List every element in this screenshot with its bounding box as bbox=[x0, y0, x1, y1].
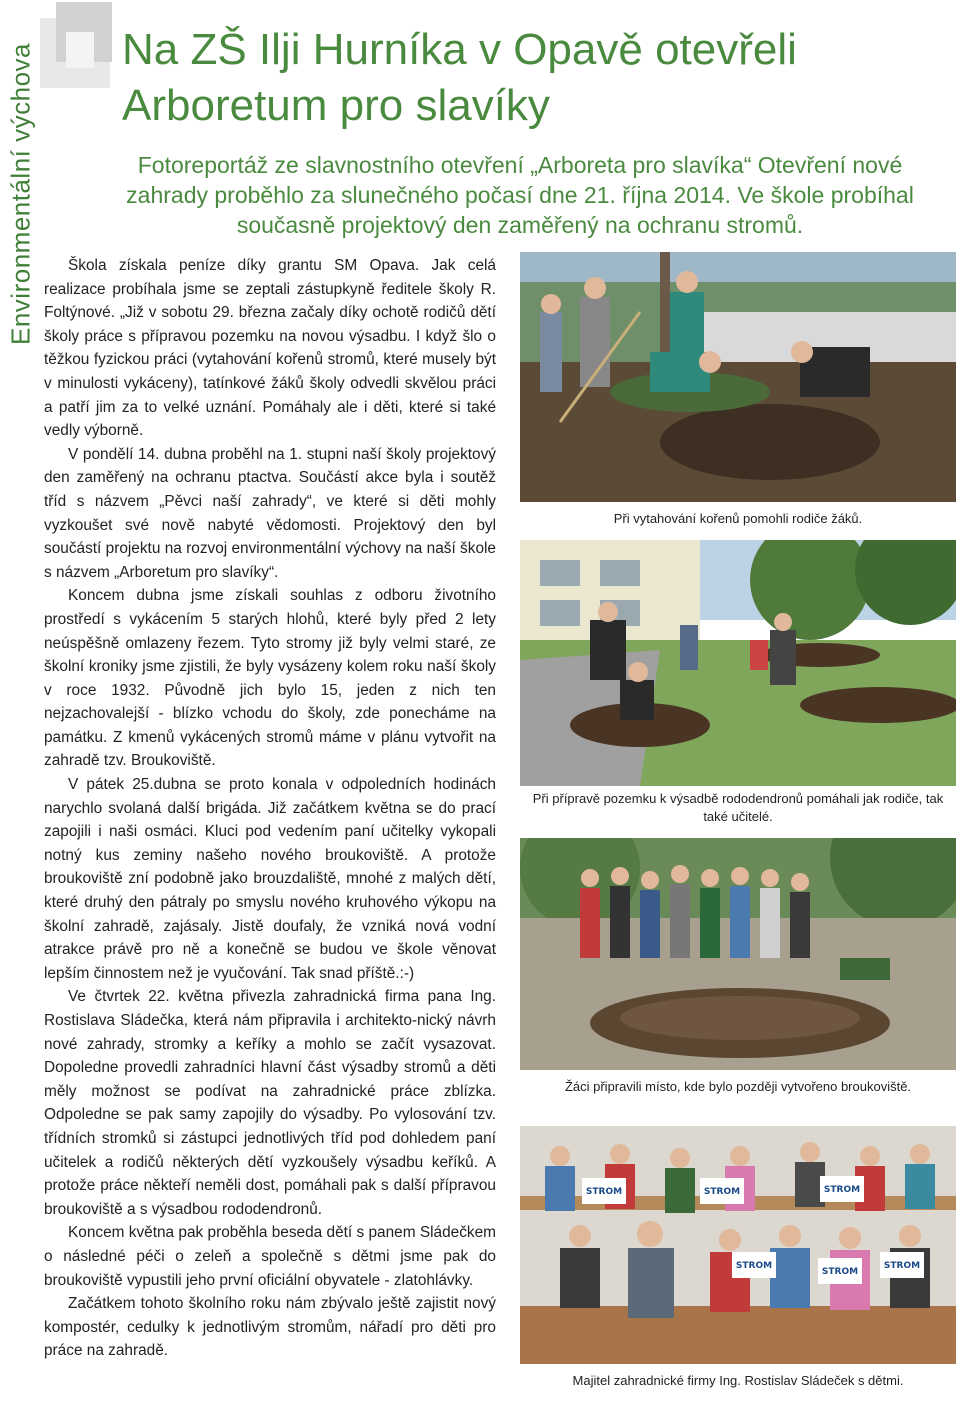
article-subtitle: Fotoreportáž ze slavnostního otevření „Arboreta pro slavíka“ Otevření nové zahrady proběhlo za slunečného počasí dne 21. října 2014. Ve škole probíhal současně projektový den zaměřený na ochranu stromů. bbox=[126, 152, 914, 238]
strom-sign: STROM bbox=[585, 1187, 623, 1197]
strom-sign: STROM bbox=[703, 1187, 741, 1197]
paragraph: Koncem dubna jsme získali souhlas z odboru životního prostředí s vykácením 5 starých hlohů, které byly před 2 lety neúspěšně omlazeny řezem. Tyto stromy již byly velmi staré, ze školní kroniky jsme zjistili, že byly vysázeny kolem roku naší školy v roce 1932. Původně jich bylo 15, jeden z nich ten nejzachovalejší - blízko vchodu do školy, zde ponecháme na památku. Z kmenů vykácených stromů máme v plánu vytvořit na zahradě tzv. Broukoviště. bbox=[44, 587, 496, 770]
decor-square bbox=[66, 32, 94, 68]
paragraph: Ve čtvrtek 22. května přivezla zahradnická firma pana Ing. Rostislava Sládečka, která nám připravila i architekto-nický návrh nové zahrady, stromky a keříky a mohlo se začít vysazovat. Dopoledne provedli zahradníci hlavní část výsadby stromů a děti měly možnost se podívat na zahradnické práce zblízka. Odpoledne se pak samy zapojily do výsadby. Po vylosování tzv. třídních stromků si zástupci jednotlivých tříd pod dohledem paní učitelek a rodičů některých dětí vyzkoušely výsadbu keříků. A protože práce někteří neměli dost, pomáhali pak s další přípravou broukoviště a s výsadbou rododendronů. bbox=[44, 988, 496, 1218]
photo-caption: Při vytahování kořenů pomohli rodiče žáků. bbox=[613, 511, 863, 526]
photo-caption: Při přípravě pozemku k výsadbě rododendronů pomáhali jak rodiče, tak také učitelé. bbox=[532, 791, 944, 824]
paragraph: V pondělí 14. dubna proběhl na 1. stupni naší školy projektový den zaměřený na ochranu ptactva. Součástí akce byla i soutěž tříd s názvem „Pěvci naší zahrady“, ve které si děti mohly vyzkoušet své nově nabyté vědomosti. Projektový den byl součástí projektu na rozvoj environmentální výchovy na naší škole s názvem „Arboretum pro slavíky“. bbox=[44, 445, 496, 581]
paragraph: Koncem května pak proběhla beseda dětí s panem Sládečkem o následné péči o zeleň a společně s dětmi jsme pak do broukoviště vypustili jeho první oficiální obyvatele - zlatohlávky. bbox=[44, 1224, 496, 1289]
strom-sign: STROM bbox=[735, 1261, 773, 1271]
article-title: Na ZŠ Ilji Hurníka v Opavě otevřeli Arboretum pro slavíky bbox=[122, 25, 797, 130]
strom-sign: STROM bbox=[883, 1261, 921, 1271]
strom-sign: STROM bbox=[821, 1267, 859, 1277]
photo-children-site bbox=[520, 838, 956, 1070]
paragraph: Škola získala peníze díky grantu SM Opava. Jak celá realizace probíhala jsme se zeptali zástupkyně ředitele školy R. Foltýnové. „Již v sobotu 29. března začaly díky ochotě rodičů dětí školy práce s přípravou pozemku na novou výsadbu. I když šlo o těžkou fyzickou práci (vytahování kořenů stromů, které musely být v minulosti vykáceny), tatínkové žáků školy odvedli skvělou práci a patří jim za to velké uznání. Pomáhaly ale i děti, které si také vedly výborně. bbox=[44, 257, 496, 440]
strom-sign: STROM bbox=[823, 1185, 861, 1195]
paragraph: Začátkem tohoto školního roku nám zbývalo ještě zajistit nový kompostér, cedulky k jednotlivým stromům, nářadí pro děti pro práce na zahradě. bbox=[44, 1295, 496, 1360]
photo-caption: Majitel zahradnické firmy Ing. Rostislav Sládeček s dětmi. bbox=[572, 1373, 904, 1388]
paragraph: V pátek 25.dubna se proto konala v odpoledních hodinách narychlo svolaná další brigáda. Již začátkem května se do prací zapojili i naši osmáci. Kluci pod vedením paní učitelky vykopali notný kus zeminy našeho nového broukoviště. A protože broukoviště zní podobně jako brouzdaliště, mnohé z malých dětí, které druhý den pátraly po smyslu nového kruhového výkopu na školní zahradě, zajásaly. Jistě doufaly, že vzniká nová vodní atrakce právě pro ně a konečně se budou ve škole věnovat lepším činnostem než je vyučování. Tak snad příště.:-) bbox=[44, 776, 496, 982]
article-body bbox=[44, 254, 496, 1363]
section-side-label: Environmentální výchova bbox=[5, 43, 36, 345]
photo-group-strom bbox=[520, 1106, 956, 1364]
photo-ground-preparation bbox=[520, 540, 956, 786]
photo-caption: Žáci připravili místo, kde bylo později vytvořeno broukoviště. bbox=[564, 1079, 912, 1094]
photo-root-removal bbox=[520, 252, 956, 502]
